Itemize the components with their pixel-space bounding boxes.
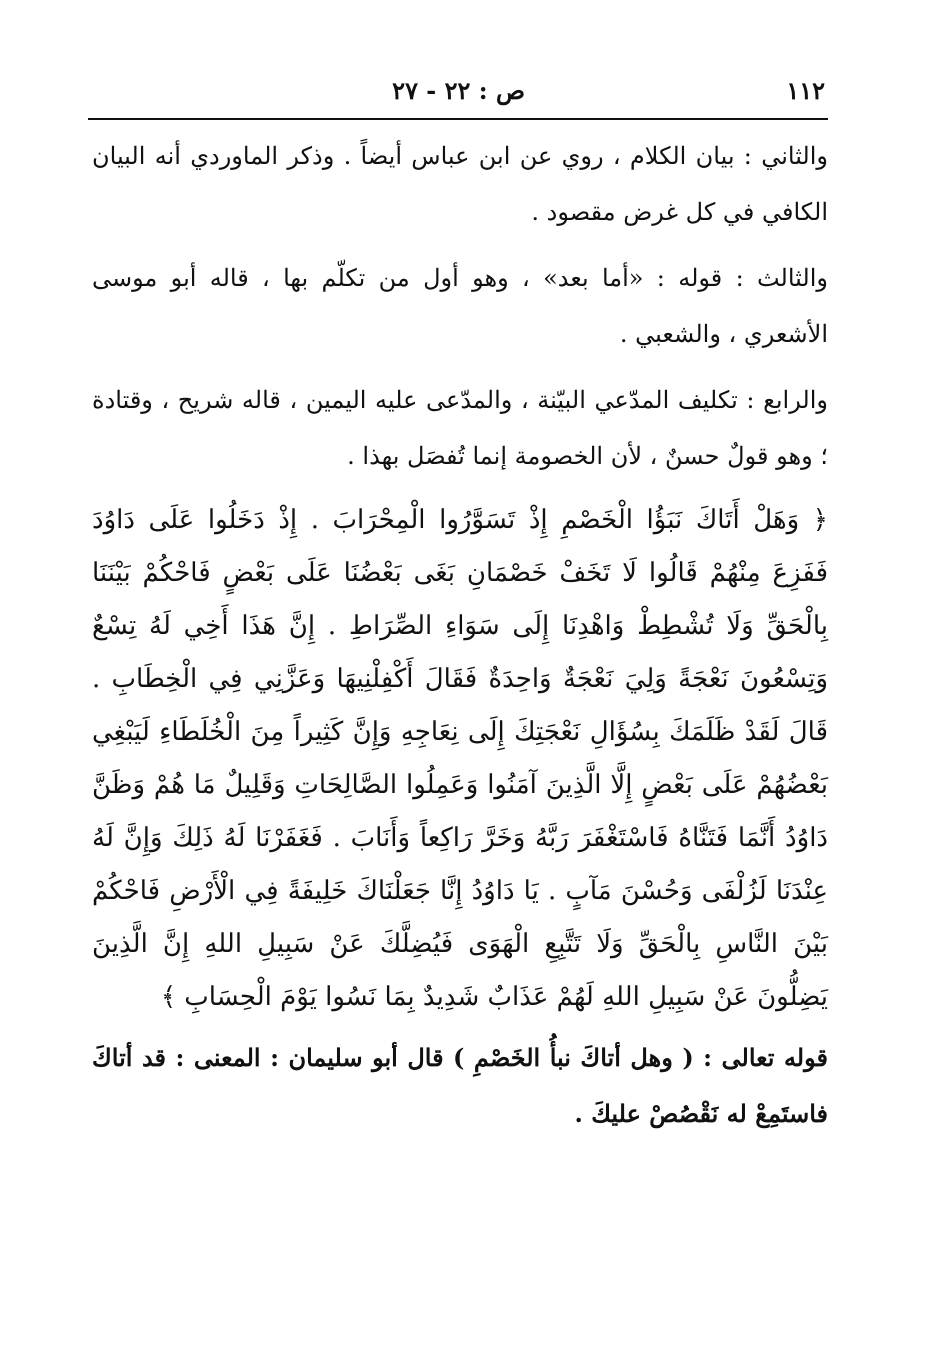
page-body	[92, 128, 828, 1142]
quran-verse-block: ﴿ وَهَلْ أَتَاكَ نَبَؤُا الْخَصْمِ إِذْ تَسَوَّرُوا الْمِحْرَابَ . إِذْ دَخَلُوا عَلَى دَاوُدَ فَفَزِعَ مِنْهُمْ قَالُوا لَا تَخَفْ خَصْمَانِ بَغَى بَعْضُنَا عَلَى بَعْضٍ فَاحْكُمْ بَيْنَنَا بِالْحَقِّ وَلَا تُشْطِطْ وَاهْدِنَا إِلَى سَوَاءِ الصِّرَاطِ . إِنَّ هَذَا أَخِي لَهُ تِسْعٌ وَتِسْعُونَ نَعْجَةً وَلِيَ نَعْجَةٌ وَاحِدَةٌ فَقَالَ أَكْفِلْنِيهَا وَعَزَّنِي فِي الْخِطَابِ . قَالَ لَقَدْ ظَلَمَكَ بِسُؤَالِ نَعْجَتِكَ إِلَى نِعَاجِهِ وَإِنَّ كَثِيراً مِنَ الْخُلَطَاءِ لَيَبْغِي بَعْضُهُمْ عَلَى بَعْضٍ إِلَّا الَّذِينَ آمَنُوا وَعَمِلُوا الصَّالِحَاتِ وَقَلِيلٌ مَا هُمْ وَظَنَّ دَاوُدُ أَنَّمَا فَتَنَّاهُ فَاسْتَغْفَرَ رَبَّهُ وَخَرَّ رَاكِعاً وَأَنَابَ . فَغَفَرْنَا لَهُ ذَلِكَ وَإِنَّ لَهُ عِنْدَنَا لَزُلْفَى وَحُسْنَ مَآبٍ . يَا دَاوُدُ إِنَّا جَعَلْنَاكَ خَلِيفَةً فِي الْأَرْضِ فَاحْكُمْ بَيْنَ النَّاسِ بِالْحَقِّ وَلَا تَتَّبِعِ الْهَوَى فَيُضِلَّكَ عَنْ سَبِيلِ اللهِ إِنَّ الَّذِينَ يَضِلُّونَ عَنْ سَبِيلِ اللهِ لَهُمْ عَذَابٌ شَدِيدٌ بِمَا نَسُوا يَوْمَ الْحِسَابِ ﴾	[92, 505, 828, 1012]
paragraph-fourth-meaning: والرابع : تكليف المدّعي البيّنة ، والمدّعى عليه اليمين ، قاله شريح ، وقتادة ؛ وهو قولٌ حسنٌ ، لأن الخصومة إنما تُفصَل بهذا .	[92, 386, 828, 470]
commentary-paragraph: قوله تعالى : ( وهل أتاكَ نبأُ الخَصْمِ ) قال أبو سليمان : المعنى : قد أتاكَ فاستَمِعْ له نَقْصُصْ عليكَ .	[92, 1043, 828, 1128]
paragraph-third-meaning: والثالث : قوله : «أما بعد» ، وهو أول من تكلّم بها ، قاله أبو موسى الأشعري ، والشعبي .	[92, 264, 828, 348]
paragraph-second-meaning: والثاني : بيان الكلام ، روي عن ابن عباس أيضاً . وذكر الماوردي أنه البيان الكافي في كل غرض مقصود .	[92, 142, 829, 226]
page-header	[90, 70, 825, 116]
running-head: ص : ٢٢ - ٢٧	[392, 76, 525, 105]
header-rule	[88, 118, 828, 120]
page-number: ١١٢	[786, 76, 825, 105]
